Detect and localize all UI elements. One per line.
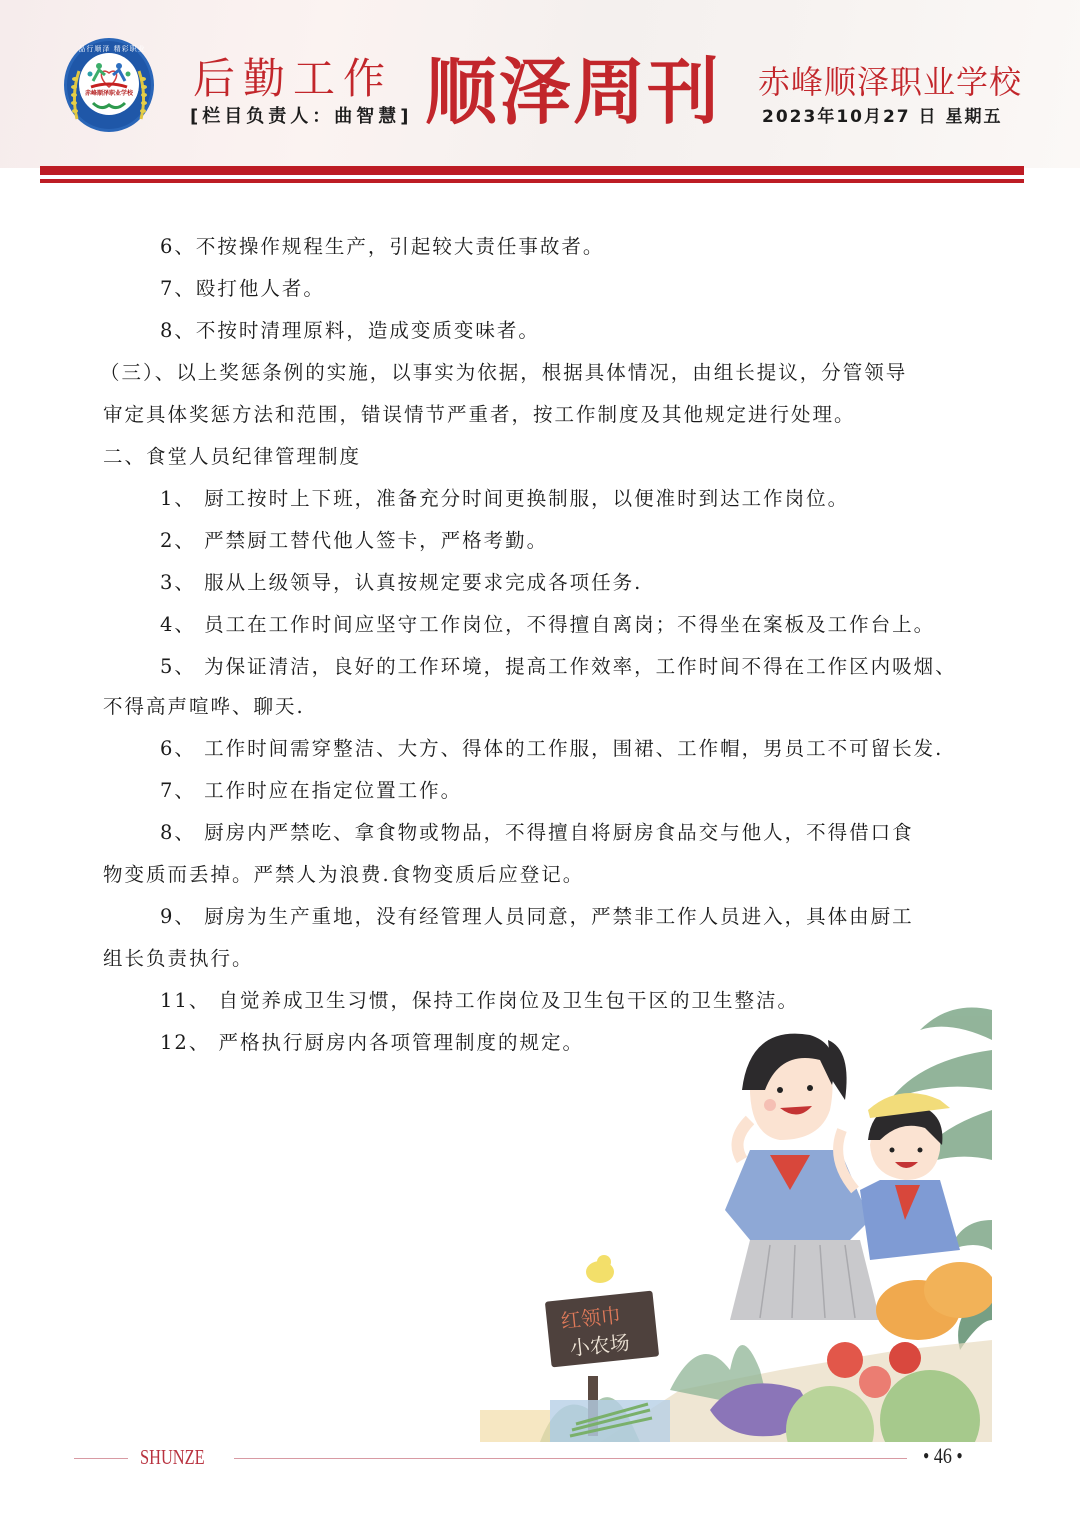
list-item: 6、 工作时间需穿整洁、大方、得体的工作服，围裙、工作帽，男员工不可留长发.	[160, 737, 944, 760]
paragraph-line: 审定具体奖惩方法和范围，错误情节严重者，按工作制度及其他规定进行处理。	[103, 403, 856, 426]
list-item-continuation: 物变质而丢掉。严禁人为浪费.食物变质后应登记。	[103, 863, 585, 886]
header-rule-thick	[40, 166, 1024, 175]
school-name: 赤峰顺泽职业学校	[758, 63, 1023, 101]
sign-text-line1: 红领巾	[559, 1303, 622, 1334]
footer-rule-left	[74, 1458, 128, 1459]
issue-date: 2023年10月27 日 星期五	[762, 107, 1003, 127]
list-item: 12、 严格执行厨房内各项管理制度的规定。	[160, 1031, 585, 1054]
publication-title: 顺泽周刊	[425, 50, 722, 134]
sign-text-line2: 小农场	[568, 1330, 631, 1361]
list-item: 5、 为保证清洁，良好的工作环境，提高工作效率，工作时间不得在工作区内吸烟、	[160, 655, 957, 678]
footer-rule	[234, 1458, 907, 1459]
people-emblem-icon	[79, 53, 139, 115]
kids-farm-illustration	[480, 990, 992, 1442]
list-item: 1、 厨工按时上下班，准备充分时间更换制服，以便准时到达工作岗位。	[160, 487, 850, 510]
list-item-continuation: 组长负责执行。	[103, 947, 254, 970]
school-logo	[64, 38, 154, 132]
list-item: 4、 员工在工作时间应坚守工作岗位，不得擅自离岗；不得坐在案板及工作台上。	[160, 613, 936, 636]
page-number: • 46 •	[923, 1443, 963, 1468]
masthead	[0, 0, 1080, 168]
list-item: 11、 自觉养成卫生习惯，保持工作岗位及卫生包干区的卫生整洁。	[160, 989, 800, 1012]
list-item: 9、 厨房为生产重地，没有经管理人员同意，严禁非工作人员进入，具体由厨工	[160, 905, 914, 928]
section-editor: [栏目负责人：曲智慧]	[190, 106, 413, 127]
list-item-continuation: 不得高声喧哗、聊天.	[103, 695, 305, 718]
list-item: 8、 厨房内严禁吃、拿食物或物品，不得擅自将厨房食品交与他人，不得借口食	[160, 821, 914, 844]
paragraph-line: 6、不按操作规程生产，引起较大责任事故者。	[160, 235, 605, 258]
logo-ring-text: 品行顺泽 精彩职业	[78, 45, 146, 53]
header-rule-thin	[40, 179, 1024, 183]
logo-banner: 赤峰顺泽职业学校	[79, 89, 139, 98]
section-heading: 二、食堂人员纪律管理制度	[103, 445, 362, 468]
paragraph-line: （三）、以上奖惩条例的实施，以事实为依据，根据具体情况，由组长提议，分管领导	[100, 361, 908, 384]
logo-emblem	[79, 53, 139, 115]
footer-brand: SHUNZE	[140, 1445, 205, 1469]
paragraph-line: 7、殴打他人者。	[160, 277, 325, 300]
list-item: 3、 服从上级领导，认真按规定要求完成各项任务.	[160, 571, 643, 594]
section-title: 后勤工作	[193, 54, 394, 103]
list-item: 7、 工作时应在指定位置工作。	[160, 779, 463, 802]
paragraph-line: 8、不按时清理原料，造成变质变味者。	[160, 319, 540, 342]
list-item: 2、 严禁厨工替代他人签卡，严格考勤。	[160, 529, 549, 552]
illustration-art	[480, 990, 992, 1442]
